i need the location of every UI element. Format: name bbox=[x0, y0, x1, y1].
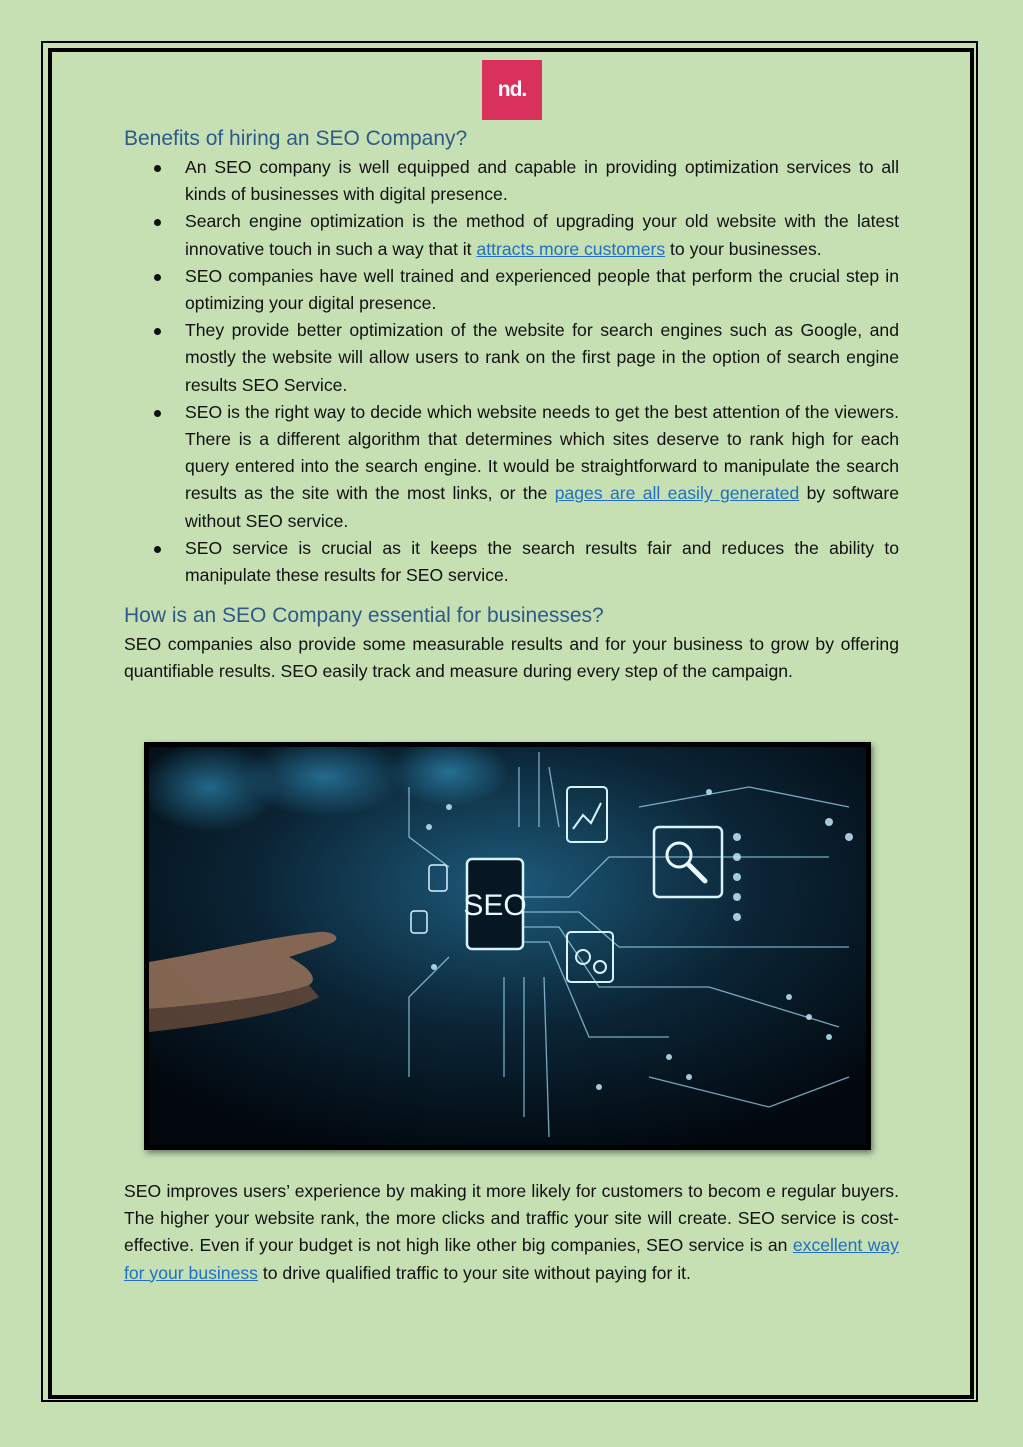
attracts-more-customers-link[interactable]: attracts more customers bbox=[476, 238, 666, 259]
bullet-icon bbox=[154, 546, 161, 553]
seo-chip-label: SEO bbox=[463, 889, 527, 922]
benefit-text: They provide better optimization of the website for search engines such as Google, and mostly the website will allow users to rank on the first page in the option of search engine results SEO Service. bbox=[185, 320, 899, 395]
pages-generated-link[interactable]: pages are all easily generated bbox=[554, 483, 800, 504]
benefit-item-4 bbox=[124, 317, 899, 399]
benefit-text: SEO is the right way to decide which website needs to get the best attention of the viewers. There is a different algorithm that determines which sites deserve to rank high for each query entered into the search engine. It would be straightforward to manipulate the search results as the site with the most links, or the bbox=[185, 401, 899, 504]
benefit-text-tail: by software without SEO service. bbox=[185, 483, 899, 531]
benefit-item-2 bbox=[124, 208, 899, 262]
main-content bbox=[124, 124, 899, 686]
essential-heading: How is an SEO Company essential for businesses? bbox=[124, 604, 604, 628]
benefit-text-tail: to your businesses. bbox=[665, 238, 822, 259]
closing-text-tail: to drive qualified traffic to your site without paying for it. bbox=[257, 1262, 691, 1283]
seo-circuit-illustration bbox=[149, 747, 866, 1145]
excellent-way-link[interactable]: excellent way for your business bbox=[124, 1235, 899, 1283]
closing-paragraph bbox=[124, 1178, 899, 1287]
seo-hero-image bbox=[144, 742, 871, 1150]
benefits-heading: Benefits of hiring an SEO Company? bbox=[124, 127, 468, 150]
benefit-text: SEO service is crucial as it keeps the search results fair and reduces the ability to manipulate these results for SEO service. bbox=[185, 537, 899, 586]
benefit-item-6 bbox=[124, 535, 899, 589]
bullet-icon bbox=[154, 165, 161, 172]
benefit-text: An SEO company is well equipped and capable in providing optimization services to all kinds of businesses with digital presence. bbox=[185, 157, 899, 205]
benefit-text: SEO companies have well trained and experienced people that perform the crucial step in optimizing your digital presence. bbox=[185, 265, 899, 314]
benefit-text: Search engine optimization is the method of upgrading your old website with the latest innovative touch in such a way that it bbox=[185, 211, 899, 259]
brand-logo-text: nd. bbox=[497, 78, 527, 101]
bullet-icon bbox=[154, 274, 161, 281]
closing-text bbox=[124, 1178, 899, 1287]
bullet-icon bbox=[154, 219, 161, 226]
benefits-list bbox=[124, 154, 899, 589]
benefit-item-5 bbox=[124, 399, 899, 535]
bullet-icon bbox=[154, 328, 161, 335]
benefit-item-3 bbox=[124, 263, 899, 317]
benefit-item-1 bbox=[124, 154, 899, 208]
essential-paragraph: SEO companies also provide some measurable results and for your business to grow by offering quantifiable results. SEO easily track and measure during every step of the campaign. bbox=[124, 634, 899, 682]
brand-logo bbox=[482, 60, 542, 120]
bullet-icon bbox=[154, 410, 161, 417]
closing-text-lead: SEO improves users’ experience by making it more likely for customers to becom e regular buyers. The higher your website rank, the more clicks and traffic your site will create. SEO service is cost-effective. Even if your budget is not high like other big companies, SEO service is an bbox=[124, 1181, 899, 1256]
